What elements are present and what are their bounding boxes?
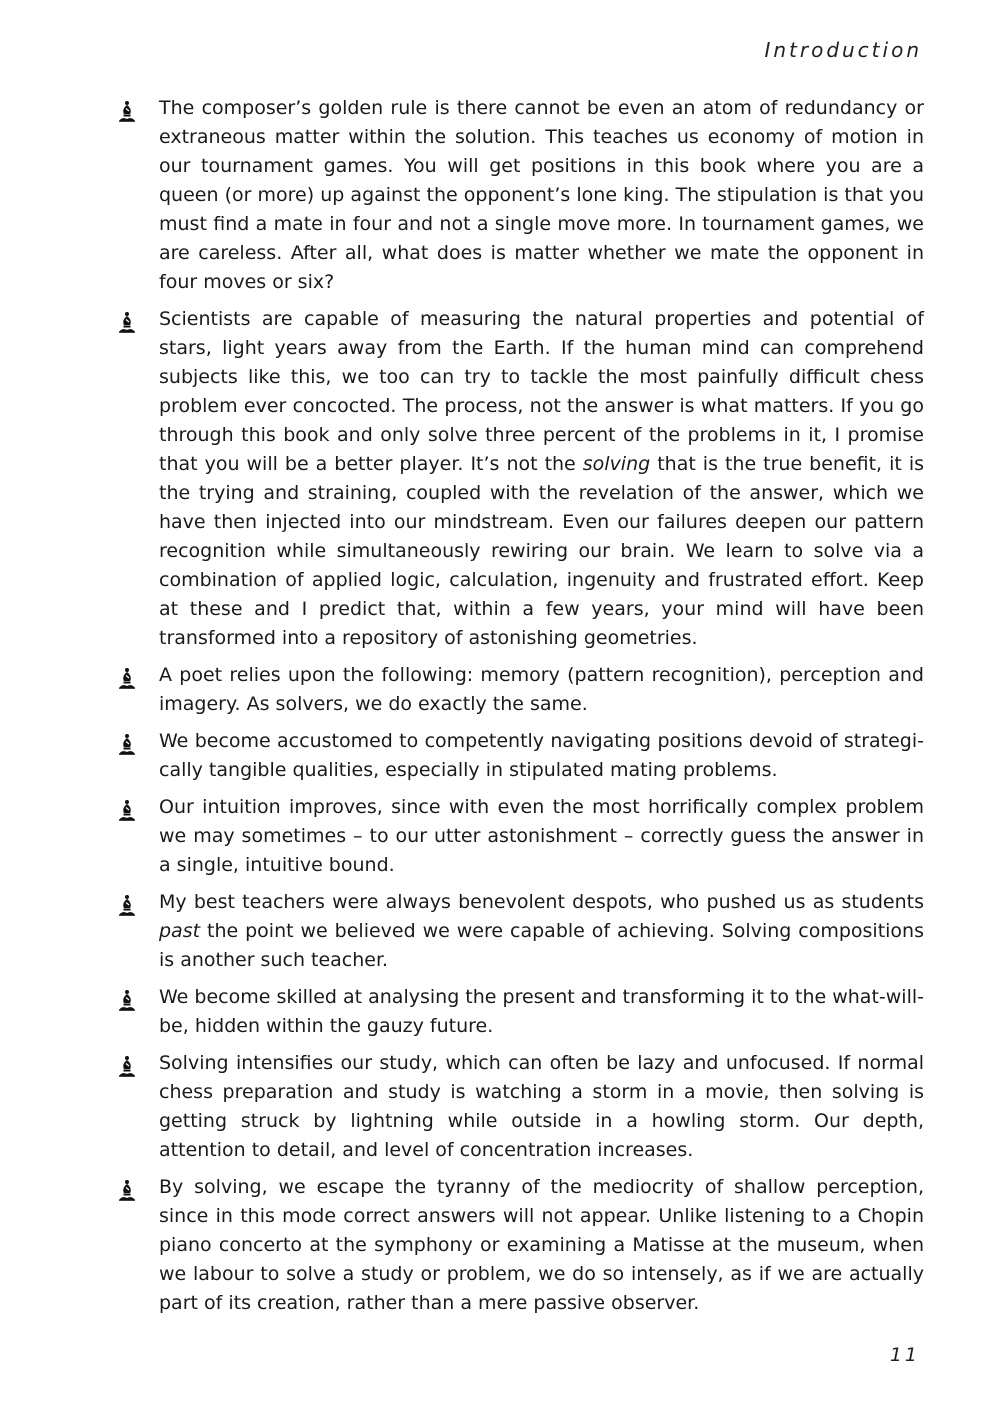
bullet-item — [116, 1049, 924, 1165]
chess-bishop-icon — [116, 793, 159, 821]
bullet-text — [159, 1049, 924, 1165]
bullet-item — [116, 727, 924, 785]
running-head: Introduction — [764, 38, 922, 62]
bullet-text — [159, 1173, 924, 1318]
text-run: By solving, we escape the tyranny of the mediocrity of shallow perception, since in this mode correct answers will not appear. Unlike listening to a Chopin piano concerto at the symphony or examining a Matisse at the museum, when we labour to solve a study or problem, we do so intensely, as if we are actually part of its creation, rather than a mere passive observer. — [159, 1176, 924, 1314]
bullet-item — [116, 661, 924, 719]
chess-bishop-icon — [116, 983, 159, 1011]
bullet-item — [116, 94, 924, 297]
bullet-item — [116, 983, 924, 1041]
bullet-item — [116, 793, 924, 880]
chess-bishop-icon — [116, 94, 159, 122]
italic-text: past — [159, 920, 201, 942]
bullet-text — [159, 661, 924, 719]
page-number: 11 — [889, 1344, 920, 1366]
bullet-text — [159, 983, 924, 1041]
bullet-text — [159, 94, 924, 297]
bullet-text — [159, 793, 924, 880]
text-run: We become accustomed to competently navigating positions devoid of strategically tangible qualities, especially in stipulated mating problems. — [159, 730, 924, 781]
chess-bishop-icon — [116, 661, 159, 689]
chess-bishop-icon — [116, 727, 159, 755]
bullet-text — [159, 888, 924, 975]
bullet-item — [116, 888, 924, 975]
bullet-text — [159, 305, 924, 653]
text-run: that is the true benefit, it is the trying and straining, coupled with the revelation of the answer, which we have then injected into our mindstream. Even our failures deepen our pattern recognition while simultaneously rewiring our brain. We learn to solve via a combination of applied logic, calculation, ingenuity and frustrated effort. Keep at these and I predict that, within a few years, your mind will have been transformed into a repository of astonishing geometries. — [159, 453, 925, 649]
chess-bishop-icon — [116, 305, 159, 333]
text-run: The composer’s golden rule is there cannot be even an atom of redundancy or extraneous matter within the solution. This teaches us economy of motion in our tournament games. You will get positions in this book where you are a queen (or more) up against the opponent’s lone king. The stipulation is that you must find a mate in four and not a single move more. In tournament games, we are careless. After all, what does is matter whether we mate the opponent in four moves or six? — [159, 97, 924, 293]
text-run: Scientists are capable of measuring the natural properties and potential of stars, light years away from the Earth. If the human mind can comprehend subjects like this, we too can try to tackle the most painfully difficult chess problem ever concocted. The process, not the answer is what matters. If you go through this book and only solve three percent of the problems in it, I promise that you will be a better player. It’s not the — [159, 308, 924, 475]
bullet-item — [116, 1173, 924, 1318]
text-run: Our intuition improves, since with even the most horrifically complex problem we may sometimes – to our utter astonishment – correctly guess the answer in a single, intuitive bound. — [159, 796, 924, 876]
chess-bishop-icon — [116, 888, 159, 916]
italic-text: solving — [582, 453, 651, 475]
chess-bishop-icon — [116, 1173, 159, 1201]
chess-bishop-icon — [116, 1049, 159, 1077]
bullet-list — [116, 94, 924, 1326]
bullet-item — [116, 305, 924, 653]
bullet-text — [159, 727, 924, 785]
text-run: A poet relies upon the following: memory (pattern recognition), perception and imagery. As solvers, we do exactly the same. — [159, 664, 924, 715]
text-run: My best teachers were always benevolent despots, who pushed us as students — [159, 891, 924, 913]
text-run: We become skilled at analysing the present and transforming it to the what-will-be, hidden within the gauzy future. — [159, 986, 924, 1037]
text-run: Solving intensifies our study, which can often be lazy and unfocused. If normal chess preparation and study is watching a storm in a movie, then solving is getting struck by lightning while outside in a howling storm. Our depth, attention to detail, and level of concentration increases. — [159, 1052, 924, 1161]
text-run: the point we believed we were capable of achieving. Solving compositions is another such teacher. — [159, 920, 924, 971]
